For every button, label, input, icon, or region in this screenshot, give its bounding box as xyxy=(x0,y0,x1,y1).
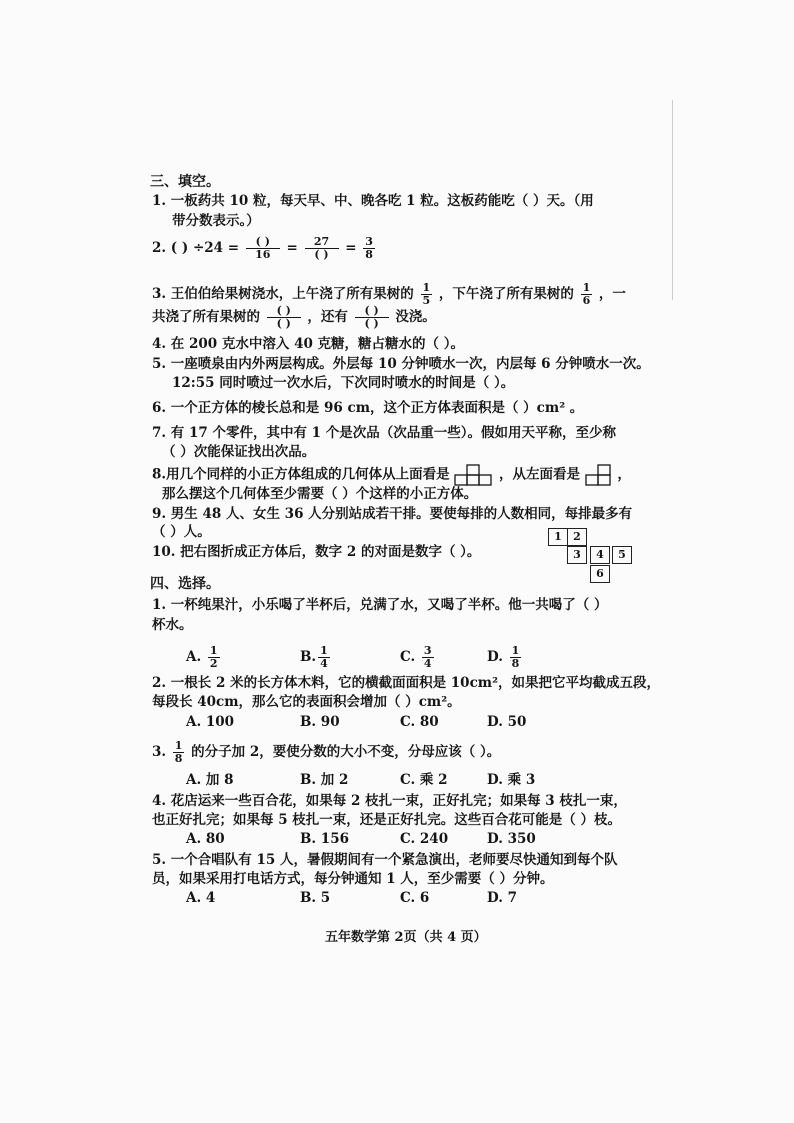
section4-title: 四、选择。 xyxy=(150,576,220,592)
s4-q1-option-c xyxy=(400,645,436,670)
q3-fraction-4 xyxy=(355,305,389,330)
s4-q5-line2: 员，如果采用打电话方式，每分钟通知 1 人，至少需要（ ）分钟。 xyxy=(152,871,554,887)
q2-f1-num: ( ) xyxy=(246,236,280,249)
s4-q4-option-b: B. 156 xyxy=(300,831,349,847)
q9-line2: （ ）人。 xyxy=(152,524,211,540)
s4-q5-option-b: B. 5 xyxy=(300,890,331,906)
q8-line1 xyxy=(152,464,631,486)
q2-fraction-1 xyxy=(246,236,280,261)
option-b-den: 4 xyxy=(320,657,328,670)
s4-q1-line2: 杯水。 xyxy=(152,617,193,633)
q2-equals-2: = xyxy=(345,240,357,256)
s4-q3-text: 的分子加 2，要使分数的大小不变，分母应该（ ）。 xyxy=(191,744,501,760)
q3-text-c: ，一 xyxy=(598,286,626,302)
q7-line1: 7. 有 17 个零件，其中有 1 个是次品（次品重一些）。假如用天平称，至少称 xyxy=(152,425,617,441)
q1-line2: 带分数表示。） xyxy=(172,213,260,229)
left-view-figure xyxy=(585,464,613,486)
q2-f3-den: 8 xyxy=(365,248,373,261)
q3-text-e: ，还有 xyxy=(307,309,348,325)
s4-q2-option-c: C. 80 xyxy=(400,714,439,730)
option-b-fraction xyxy=(318,645,330,670)
option-d-num: 1 xyxy=(511,644,520,657)
q6-line: 6. 一个正方体的棱长总和是 96 cm，这个正方体表面积是（ ）cm² 。 xyxy=(152,400,584,416)
s4-q5-option-a: A. 4 xyxy=(186,890,216,906)
q3-f1-num: 1 xyxy=(422,281,431,294)
option-c-fraction xyxy=(422,645,434,670)
s4-q4-line1: 4. 花店运来一些百合花，如果每 2 枝扎一束，正好扎完；如果每 3 枝扎一束， xyxy=(152,793,627,809)
s4-q4-option-d: D. 350 xyxy=(487,831,536,847)
q3-text-d: 共浇了所有果树的 xyxy=(152,309,260,325)
q8-text-c: ， xyxy=(617,466,631,483)
s4-q2-option-d: D. 50 xyxy=(487,714,527,730)
q2-f2-den: ( ) xyxy=(314,248,329,261)
option-a-fraction xyxy=(208,645,220,670)
option-d-fraction xyxy=(510,645,522,670)
q8-line2: 那么摆这个几何体至少需要（ ）个这样的小正方体。 xyxy=(162,486,478,502)
s4-q3-option-c: C. 乘 2 xyxy=(400,772,448,788)
s4-q1-option-b xyxy=(300,645,332,670)
option-c-den: 4 xyxy=(423,657,432,670)
option-c-letter: C. xyxy=(400,649,416,665)
option-a-num: 1 xyxy=(209,644,218,657)
q2-fraction-3 xyxy=(363,236,375,261)
q3-line1 xyxy=(152,282,626,307)
net-cell-1: 1 xyxy=(548,528,568,546)
q2-line xyxy=(152,236,377,261)
q2-text: 2. ( ) ÷24 = xyxy=(152,240,240,256)
s4-q1-option-a xyxy=(186,645,222,670)
q3-f4-den: ( ) xyxy=(364,317,379,330)
q10-line: 10. 把右图折成正方体后，数字 2 的对面是数字（ ）。 xyxy=(152,544,481,560)
q3-text-f: 没浇。 xyxy=(395,309,436,325)
net-cell-6: 6 xyxy=(590,565,610,583)
s4-q2-line2: 每段长 40cm，那么它的表面积会增加（ ）cm²。 xyxy=(152,694,461,710)
q3-text-a: 3. 王伯伯给果树浇水，上午浇了所有果树的 xyxy=(152,286,414,302)
q3-f1-den: 5 xyxy=(422,294,431,307)
scan-edge-line xyxy=(672,100,673,300)
q3-f2-den: 6 xyxy=(582,294,591,307)
option-a-den: 2 xyxy=(209,657,218,670)
s4-q3-option-a: A. 加 8 xyxy=(186,772,234,788)
s4-q5-option-d: D. 7 xyxy=(487,890,518,906)
net-cell-4: 4 xyxy=(590,546,610,564)
s4-q2-option-a: A. 100 xyxy=(186,714,235,730)
q3-f3-num: ( ) xyxy=(267,305,301,318)
s4-q5-line1: 5. 一个合唱队有 15 人，暑假期间有一个紧急演出，老师要尽快通知到每个队 xyxy=(152,852,618,868)
q2-equals-1: = xyxy=(286,240,298,256)
net-cell-2: 2 xyxy=(567,528,587,546)
s4-q5-option-c: C. 6 xyxy=(400,890,430,906)
q4-line: 4. 在 200 克水中溶入 40 克糖，糖占糖水的（ ）。 xyxy=(152,336,465,352)
q3-fraction-1 xyxy=(421,282,433,307)
option-d-letter: D. xyxy=(487,649,503,665)
q8-text-b: ，从左面看是 xyxy=(499,466,580,483)
q7-line2: （ ）次能保证找出次品。 xyxy=(162,444,316,460)
section3-title: 三、填空。 xyxy=(150,174,220,190)
q5-line1: 5. 一座喷泉由内外两层构成。外层每 10 分钟喷水一次，内层每 6 分钟喷水一次。 xyxy=(152,356,650,372)
option-b-num: 1 xyxy=(320,644,328,657)
q3-line2 xyxy=(152,305,436,330)
s4-q2-line1: 2. 一根长 2 米的长方体木料，它的横截面面积是 10cm²，如果把它平均截成五段， xyxy=(152,675,660,691)
s4-q4-option-a: A. 80 xyxy=(186,831,225,847)
option-a-letter: A. xyxy=(186,649,202,665)
net-cell-3: 3 xyxy=(567,546,587,564)
s4-q3-option-d: D. 乘 3 xyxy=(487,772,536,788)
s4-q3-line xyxy=(152,740,500,765)
s4-q2-option-b: B. 90 xyxy=(300,714,340,730)
s4-q4-option-c: C. 240 xyxy=(400,831,449,847)
s4-q3-den: 8 xyxy=(174,752,183,765)
q3-text-b: ，下午浇了所有果树的 xyxy=(438,286,574,302)
q8-text-a: 8.用几个同样的小正方体组成的几何体从上面看是 xyxy=(152,466,450,483)
q2-fraction-2 xyxy=(305,236,339,261)
s4-q1-line1: 1. 一杯纯果汁，小乐喝了半杯后，兑满了水，又喝了半杯。他一共喝了（ ） xyxy=(152,597,608,613)
option-d-den: 8 xyxy=(511,657,520,670)
page-footer: 五年数学第 2页（共 4 页） xyxy=(325,930,487,945)
q9-line1: 9. 男生 48 人、女生 36 人分别站成若干排。要使每排的人数相同，每排最多有 xyxy=(152,506,633,522)
s4-q3-fraction xyxy=(173,740,185,765)
q3-fraction-3 xyxy=(267,305,301,330)
q5-line2: 12:55 同时喷过一次水后，下次同时喷水的时间是（ ）。 xyxy=(172,375,515,391)
net-cell-5: 5 xyxy=(612,546,632,564)
q2-f2-num: 27 xyxy=(305,236,339,249)
s4-q4-line2: 也正好扎完；如果每 5 枝扎一束，还是正好扎完。这些百合花可能是（ ）枝。 xyxy=(152,812,621,828)
q2-f1-den: 16 xyxy=(255,248,271,261)
option-b-letter: B. xyxy=(300,649,317,665)
s4-q3-num: 1 xyxy=(174,739,183,752)
q3-f4-num: ( ) xyxy=(355,305,389,318)
q3-f3-den: ( ) xyxy=(276,317,291,330)
q3-f2-num: 1 xyxy=(582,281,591,294)
q3-fraction-2 xyxy=(581,282,593,307)
q1-line1: 1. 一板药共 10 粒，每天早、中、晚各吃 1 粒。这板药能吃（ ）天。（用 xyxy=(152,193,594,209)
option-c-num: 3 xyxy=(423,644,432,657)
s4-q1-option-d xyxy=(487,645,523,670)
s4-q3-number: 3. xyxy=(152,744,167,760)
top-view-figure xyxy=(454,464,494,486)
s4-q3-option-b: B. 加 2 xyxy=(300,772,349,788)
q2-f3-num: 3 xyxy=(365,235,373,248)
